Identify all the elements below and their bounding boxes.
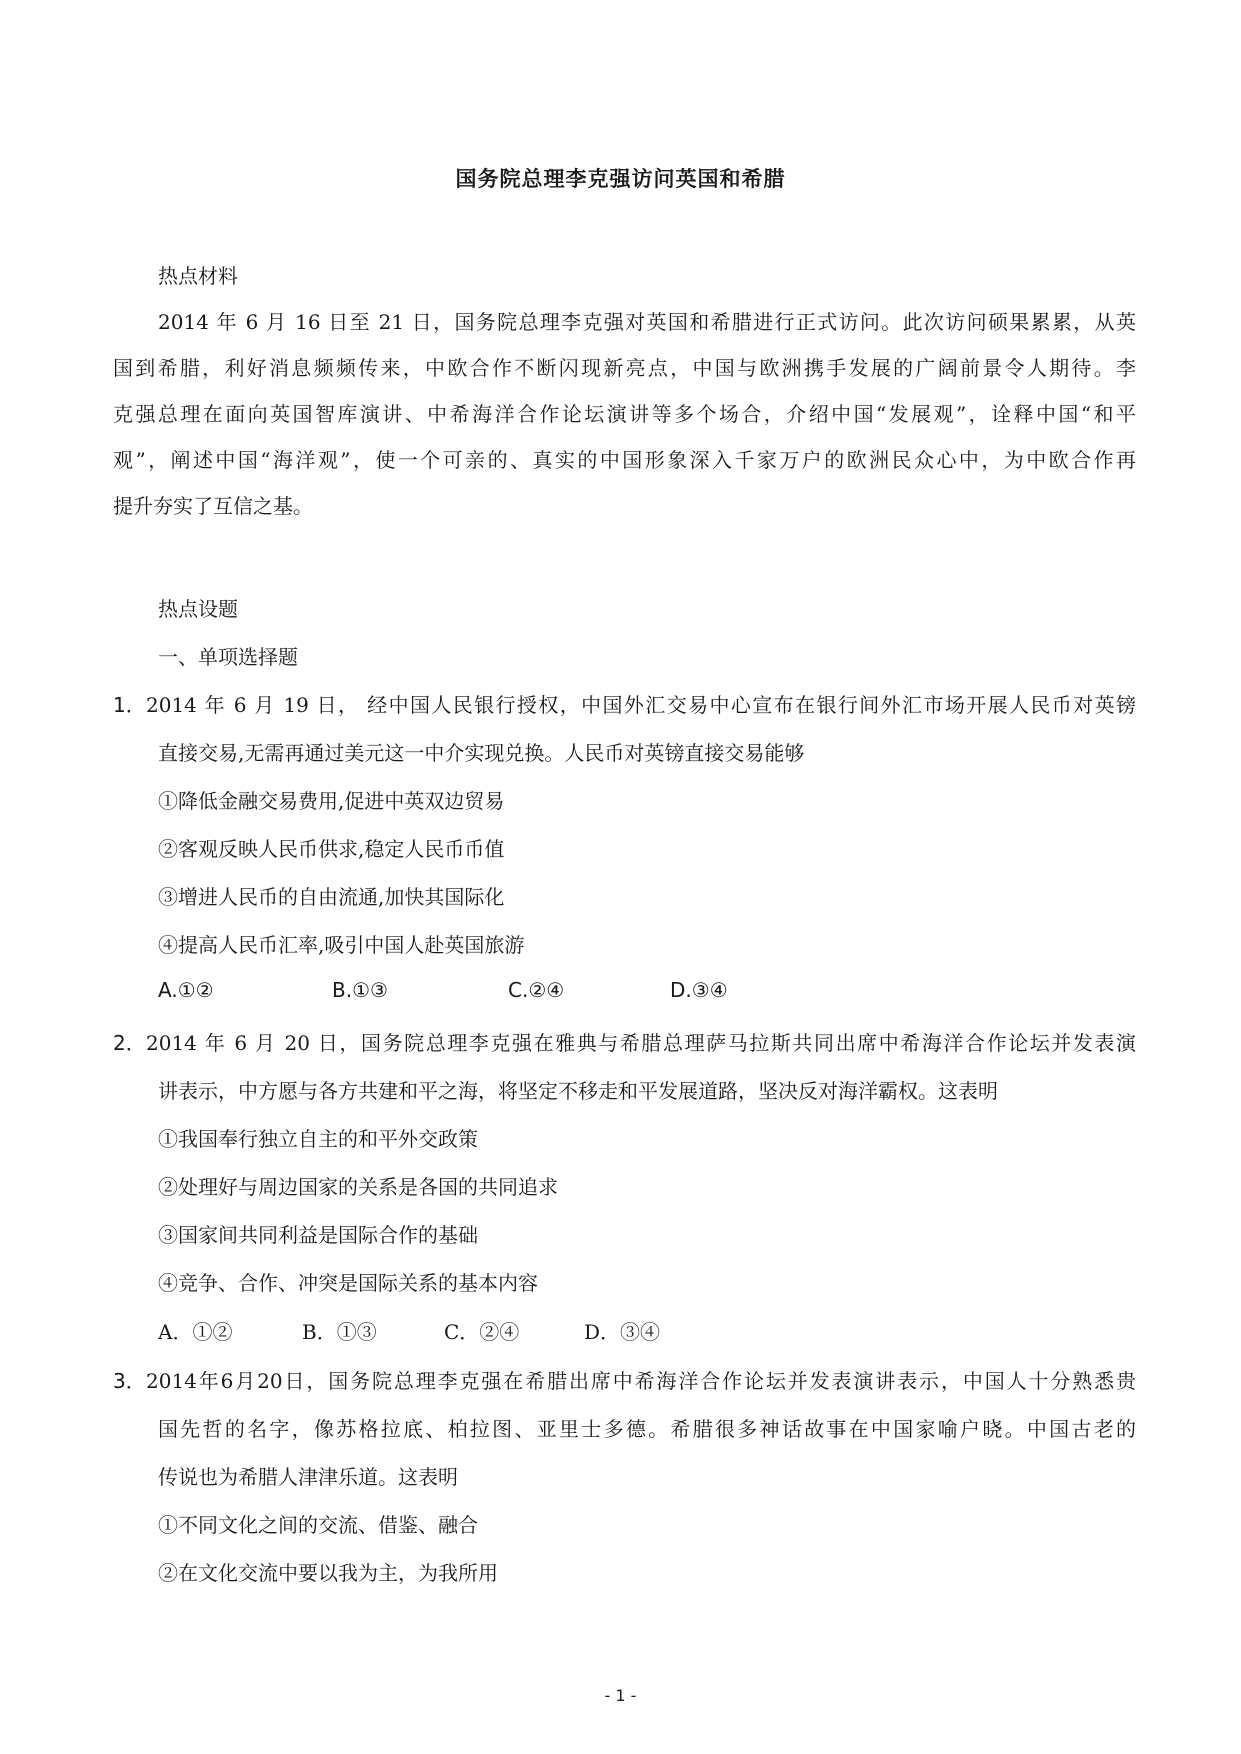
material-heading: 热点材料 — [158, 264, 238, 288]
question-2-stem: 2014 年 6 月 20 日，国务院总理李克强在雅典与希腊总理萨马拉斯共同出席中希海洋合作论坛并发表演 — [146, 1031, 1136, 1055]
page-title: 国务院总理李克强访问英国和希腊 — [455, 167, 786, 191]
question-2-option-b: B．①③ — [302, 1320, 377, 1344]
question-3-statement: ①不同文化之间的交流、借鉴、融合 — [158, 1513, 478, 1537]
material-line: 2014 年 6 月 16 日至 21 日，国务院总理李克强对英国和希腊进行正式访问。此次访问硕果累累，从英 — [158, 310, 1136, 334]
question-1-number: 1． — [113, 693, 146, 717]
question-1-stem: 2014 年 6 月 19 日， 经中国人民银行授权，中国外汇交易中心宣布在银行间外汇市场开展人民币对英镑 — [146, 693, 1136, 717]
question-1-statement: ④提高人民币汇率,吸引中国人赴英国旅游 — [158, 933, 525, 957]
question-2-option-d: D．③④ — [584, 1320, 661, 1344]
material-line: 提升夯实了互信之基。 — [113, 494, 313, 518]
material-line: 克强总理在面向英国智库演讲、中希海洋合作论坛演讲等多个场合，介绍中国“发展观”，诠释中国“和平 — [113, 402, 1136, 426]
question-3-stem: 传说也为希腊人津津乐道。这表明 — [158, 1465, 458, 1489]
question-3-statement: ②在文化交流中要以我为主，为我所用 — [158, 1561, 498, 1585]
question-1-option-c: C.②④ — [508, 978, 565, 1002]
question-1-statement: ③增进人民币的自由流通,加快其国际化 — [158, 885, 505, 909]
question-2-number: 2． — [113, 1031, 146, 1055]
section-heading: 一、单项选择题 — [158, 645, 298, 669]
question-2-option-a: A．①② — [158, 1320, 233, 1344]
question-3-stem: 国先哲的名字，像苏格拉底、柏拉图、亚里士多德。希腊很多神话故事在中国家喻户晓。中国古老的 — [158, 1417, 1136, 1441]
question-3-stem: 2014年6月20日，国务院总理李克强在希腊出席中希海洋合作论坛并发表演讲表示，中国人十分熟悉贵 — [146, 1369, 1136, 1393]
question-1-stem: 直接交易,无需再通过美元这一中介实现兑换。人民币对英镑直接交易能够 — [158, 741, 805, 765]
question-1-option-b: B.①③ — [332, 978, 388, 1002]
question-1-option-a: A.①② — [158, 978, 214, 1002]
material-line: 观”，阐述中国“海洋观”，使一个可亲的、真实的中国形象深入千家万户的欧洲民众心中，为中欧合作再 — [113, 448, 1136, 472]
question-2-statement: ①我国奉行独立自主的和平外交政策 — [158, 1127, 478, 1151]
question-2-statement: ②处理好与周边国家的关系是各国的共同追求 — [158, 1175, 558, 1199]
question-1-statement: ②客观反映人民币供求,稳定人民币币值 — [158, 837, 505, 861]
question-1-option-d: D.③④ — [670, 978, 728, 1002]
question-2-option-c: C．②④ — [444, 1320, 520, 1344]
question-2-stem: 讲表示，中方愿与各方共建和平之海，将坚定不移走和平发展道路，坚决反对海洋霸权。这表明 — [158, 1079, 998, 1103]
question-2-statement: ④竞争、合作、冲突是国际关系的基本内容 — [158, 1271, 538, 1295]
question-1-statement: ①降低金融交易费用,促进中英双边贸易 — [158, 789, 505, 813]
questions-heading: 热点设题 — [158, 597, 238, 621]
page-number: - 1 - — [604, 1686, 637, 1705]
material-line: 国到希腊，利好消息频频传来，中欧合作不断闪现新亮点，中国与欧洲携手发展的广阔前景令人期待。李 — [113, 356, 1136, 380]
question-3-number: 3． — [113, 1369, 146, 1393]
question-2-statement: ③国家间共同利益是国际合作的基础 — [158, 1223, 478, 1247]
